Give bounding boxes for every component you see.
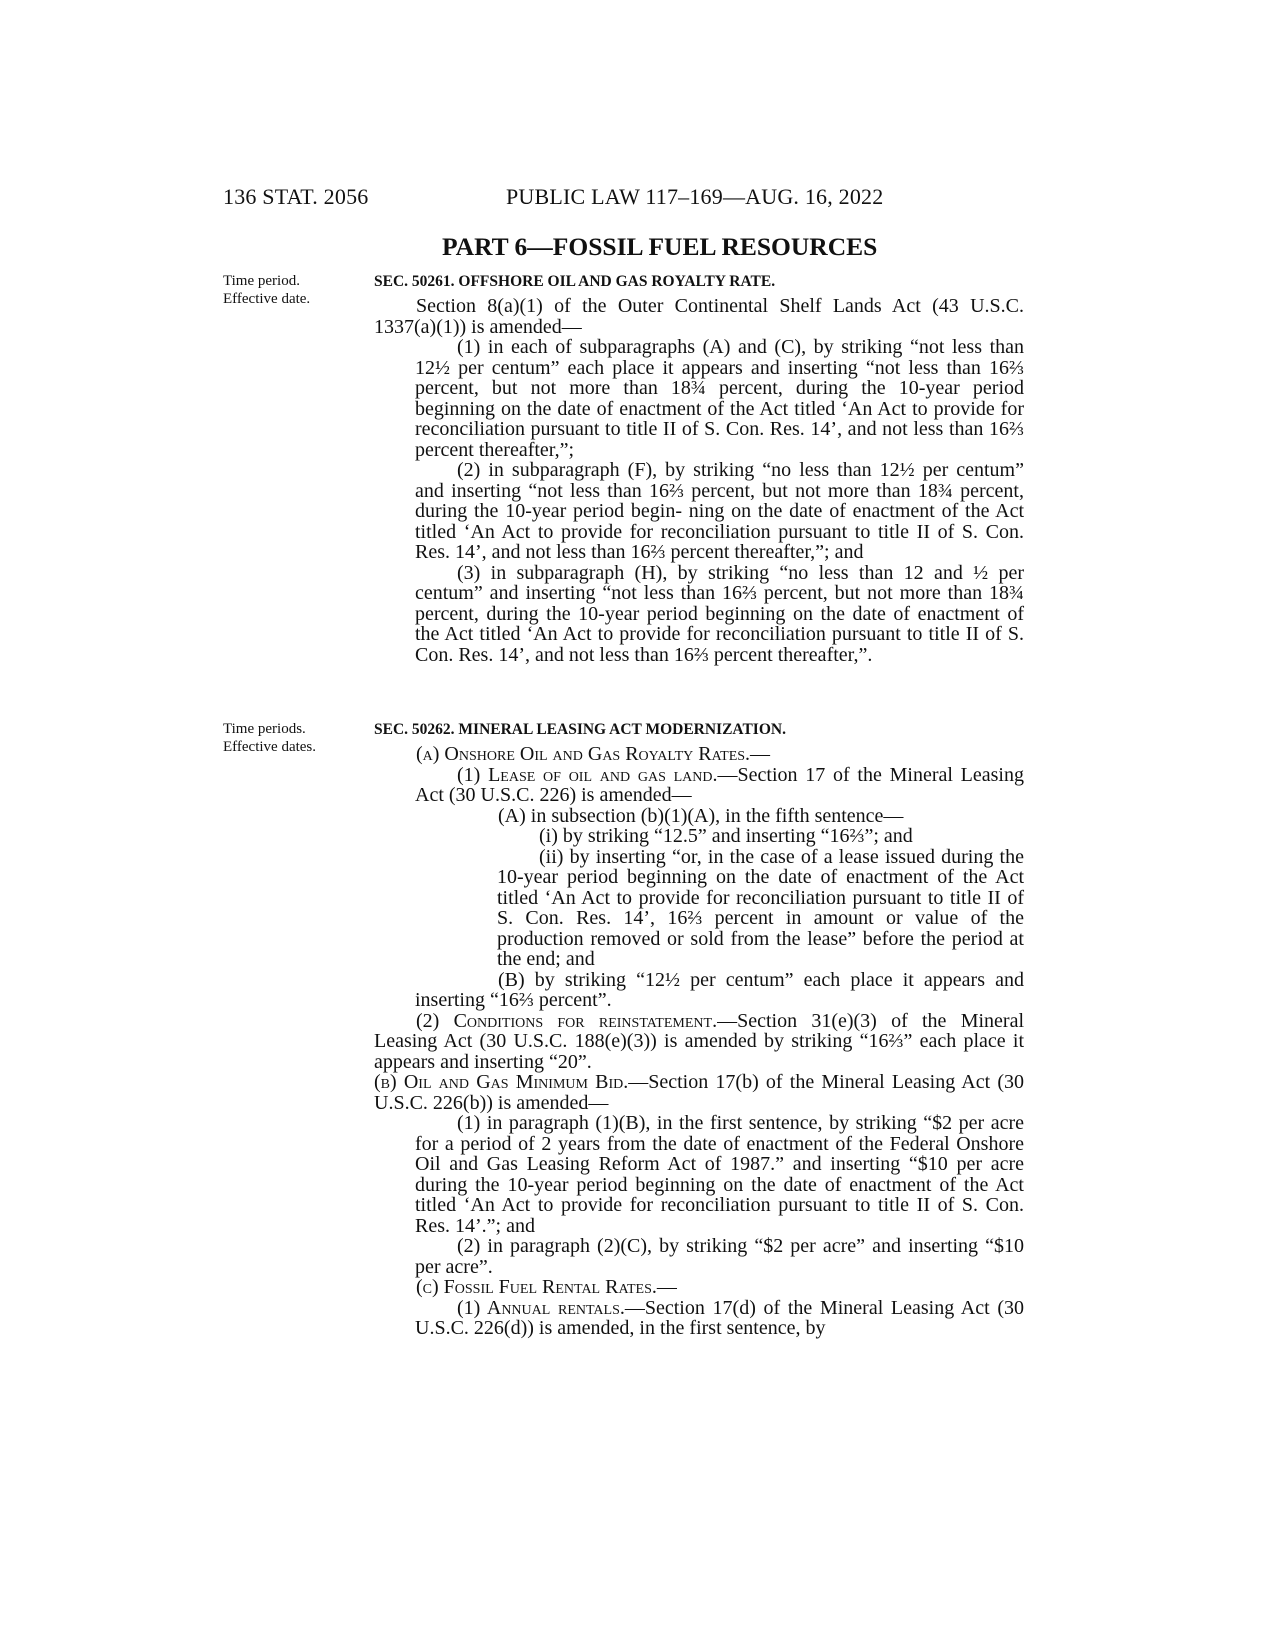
- clause: (i) by striking “12.5” and inserting “16⅔”; and: [539, 825, 913, 847]
- section-heading-50261: SEC. 50261. OFFSHORE OIL AND GAS ROYALTY RATE.: [374, 273, 776, 290]
- subsection-c-heading: (c) Fossil Fuel Rental Rates.—: [416, 1276, 677, 1298]
- paragraph-a2-heading: (2) Conditions for reinstatement.: [416, 1009, 718, 1032]
- paragraph: (1) in each of subparagraphs (A) and (C), by striking “not less than 12½ per centum” each place it appears and inserting “not less than 16⅔ percent, but not more than 18¾ percent, during the 10-year period beginning on the date of enactment of the Act titled ‘An Act to provide for reconciliation pursuant to title II of S. Con. Res. 14’, and not less than 16⅔ percent thereafter,”;: [415, 336, 1024, 461]
- section-body-50261: [374, 296, 1024, 665]
- margin-note-line: Effective date.: [223, 291, 311, 307]
- paragraph-a1-heading: (1) Lease of oil and gas land.: [457, 763, 718, 786]
- paragraph: (2) in subparagraph (F), by striking “no less than 12½ per centum” and inserting “not less than 16⅔ percent, but not more than 18¾ percent, during the 10-year period begin- ning on the date of enactment of the Act titled ‘An Act to provide for reconciliation pursuant to title II of S. Con. Res. 14’, and not less than 16⅔ percent thereafter,”; and: [415, 459, 1024, 563]
- subsection-b-text: —Section 17(b) of the Mineral Leasing Act (30 U.S.C. 226(b)) is amended—: [374, 1071, 1024, 1114]
- section-heading-50262: SEC. 50262. MINERAL LEASING ACT MODERNIZATION.: [374, 721, 786, 738]
- subsection: [374, 1072, 1024, 1113]
- margin-note-line: Time periods.: [223, 721, 306, 737]
- paragraph: (2) in paragraph (2)(C), by striking “$2 per acre” and inserting “$10 per acre”.: [415, 1235, 1024, 1278]
- paragraph: [374, 1298, 1024, 1339]
- paragraph: [374, 1011, 1024, 1073]
- paragraph-a1-text: —Section 17 of the Mineral Leasing Act (30 U.S.C. 226) is amended—: [415, 763, 1024, 806]
- page-citation: 136 STAT. 2056: [223, 184, 369, 209]
- margin-note-line: Effective dates.: [223, 739, 317, 755]
- paragraph: Section 8(a)(1) of the Outer Continental Shelf Lands Act (43 U.S.C. 1337(a)(1)) is amended—: [374, 295, 1024, 338]
- margin-note-50262: [223, 720, 316, 756]
- paragraph-c1-text: —Section 17(d) of the Mineral Leasing Act (30 U.S.C. 226(d)) is amended, in the first sentence, by: [415, 1296, 1024, 1339]
- running-head: PUBLIC LAW 117–169—AUG. 16, 2022: [506, 184, 884, 209]
- subsection-a-heading: (a) Onshore Oil and Gas Royalty Rates.—: [416, 743, 771, 765]
- paragraph-a2-text: —Section 31(e)(3) of the Mineral Leasing Act (30 U.S.C. 188(e)(3)) is amended by striking “16⅔” each place it appears and inserting “20”.: [374, 1009, 1024, 1073]
- subsection-b-heading: (b) Oil and Gas Minimum Bid.: [374, 1071, 629, 1093]
- paragraph: [374, 765, 1024, 806]
- part-title: PART 6—FOSSIL FUEL RESOURCES: [442, 232, 878, 261]
- margin-note-50261: [223, 272, 310, 308]
- paragraph: (3) in subparagraph (H), by striking “no less than 12 and ½ per centum” and inserting “not less than 16⅔ percent, but not more than 18¾ percent, during the 10-year period beginning on the date of enactment of the Act titled ‘An Act to provide for reconciliation pursuant to title II of S. Con. Res. 14’, and not less than 16⅔ percent thereafter,”.: [415, 561, 1024, 666]
- subparagraph: (A) in subsection (b)(1)(A), in the fifth sentence—: [498, 804, 904, 827]
- subsection-heading: [374, 1277, 1024, 1298]
- clause: (ii) by inserting “or, in the case of a lease issued during the 10-year period beginning on the date of enactment of the Act titled ‘An Act to provide for reconciliation pursuant to title II of S. Con. Res. 14’, 16⅔ percent in amount or value of the production removed or sold from the lease” before the period at the end; and: [497, 845, 1024, 970]
- section-body-50262: [374, 744, 1024, 1339]
- margin-note-line: Time period.: [223, 273, 300, 289]
- paragraph: (1) in paragraph (1)(B), in the first sentence, by striking “$2 per acre for a period of 2 years from the date of enactment of the Federal Onshore Oil and Gas Leasing Reform Act of 1987.” and inserting “$10 per acre during the 10-year period beginning on the date of enactment of the Act titled ‘An Act to provide for reconciliation pursuant to title II of S. Con. Res. 14’.”; and: [415, 1112, 1024, 1237]
- subparagraph: (B) by striking “12½ per centum” each place it appears and inserting “16⅔ percent”.: [415, 968, 1024, 1011]
- paragraph-c1-heading: (1) Annual rentals.: [457, 1296, 625, 1319]
- subsection-heading: [374, 744, 1024, 765]
